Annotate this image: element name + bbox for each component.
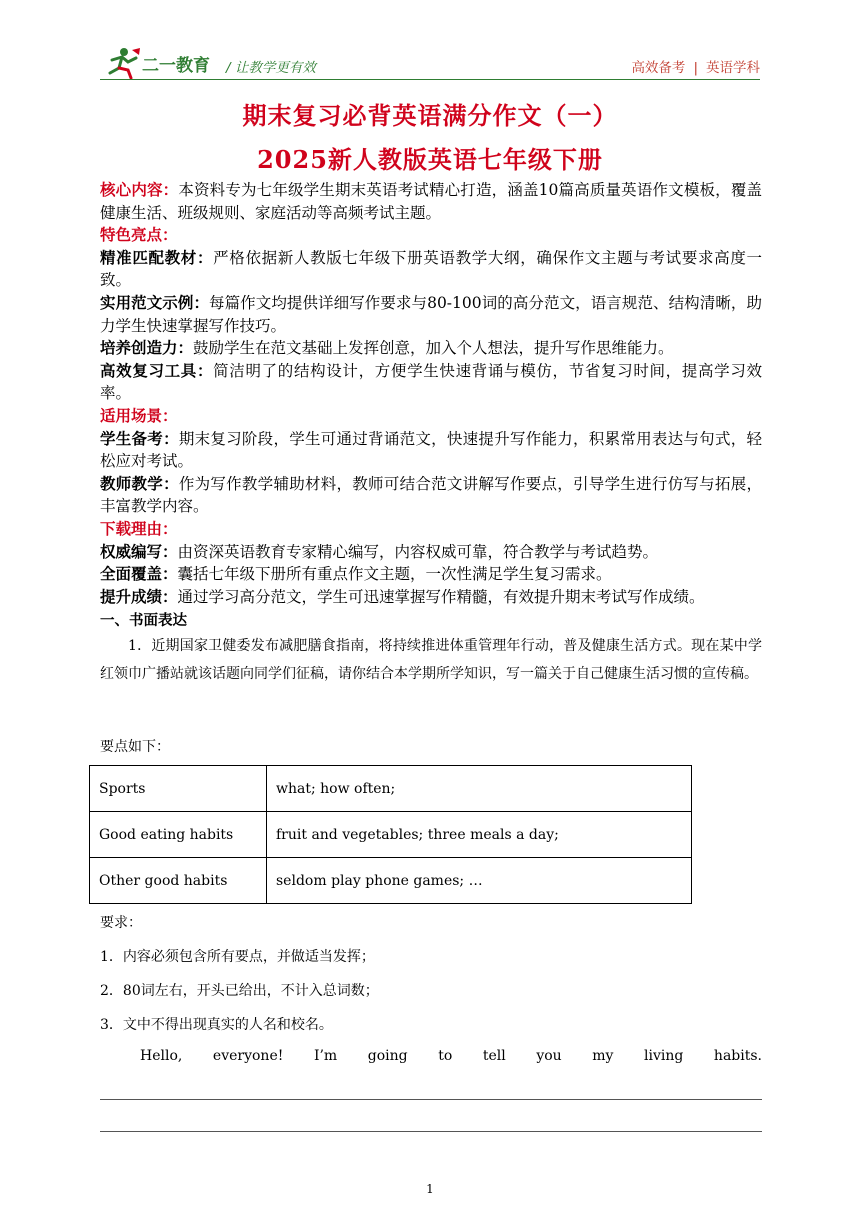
feature-text: 严格依据新人教版七年级下册英语教学大纲，确保作文主题与考试要求高度一致。 [100, 248, 762, 290]
table-cell-detail: fruit and vegetables; three meals a day; [267, 812, 692, 858]
scene-text: 期末复习阶段，学生可通过背诵范文，快速提升写作能力，积累常用表达与句式，轻松应对考试。 [100, 429, 762, 471]
runner-logo-icon [106, 46, 218, 80]
answer-line [100, 1131, 762, 1132]
header-tag-exam: 高效备考 [631, 60, 686, 76]
scene-item [100, 428, 762, 473]
requirements [100, 906, 762, 1042]
reason-label: 全面覆盖： [100, 564, 178, 584]
header-right [631, 56, 760, 76]
reason-label: 权威编写： [100, 541, 178, 561]
table-row [90, 812, 692, 858]
doc-subtitle: 2025新人教版英语七年级下册 [257, 145, 603, 174]
points-label: 要点如下： [100, 739, 170, 755]
table-cell-topic: Other good habits [90, 858, 267, 904]
scene-item [100, 473, 762, 518]
feature-item [100, 292, 762, 337]
table-cell-topic: Good eating habits [90, 812, 267, 858]
feature-text: 简洁明了的结构设计，方便学生快速背诵与模仿，节省复习时间，提高学习效率。 [100, 361, 762, 403]
logo-text: 二一教育 [142, 56, 210, 76]
points-table [89, 765, 692, 904]
answer-line [100, 1099, 762, 1100]
table-cell-topic: Sports [90, 766, 267, 812]
scene-text: 作为写作教学辅助材料，教师可结合范文讲解写作要点，引导学生进行仿写与拓展，丰富教学内容。 [100, 474, 762, 516]
reasons-heading: 下载理由： [100, 518, 178, 538]
scene-label: 教师教学： [100, 473, 179, 493]
core-label: 核心内容： [100, 180, 179, 199]
reason-item [100, 563, 762, 586]
header-tag-subject: 英语学科 [706, 60, 760, 76]
intro-block [100, 179, 762, 608]
feature-text: 鼓励学生在范文基础上发挥创意，加入个人想法，提升写作思维能力。 [193, 339, 674, 358]
core-text: 本资料专为七年级学生期末英语考试精心打造，涵盖10篇高质量英语作文模板，覆盖健康生活、班级规则、家庭活动等高频考试主题。 [100, 181, 762, 222]
feature-label: 精准匹配教材： [100, 247, 214, 267]
feature-item [100, 360, 762, 405]
reason-item [100, 541, 762, 564]
feature-label: 高效复习工具： [100, 360, 214, 380]
feature-text: 每篇作文均提供详细写作要求与80-100词的高分范文，语言规范、结构清晰，助力学生快速掌握写作技巧。 [100, 293, 762, 335]
scenes-heading: 适用场景： [100, 405, 178, 425]
table-cell-detail: what; how often; [267, 766, 692, 812]
reason-text: 由资深英语教育专家精心编写，内容权威可靠，符合教学与考试趋势。 [177, 542, 659, 561]
slogan: / 让教学更有效 [226, 60, 316, 76]
reason-label: 提升成绩： [100, 586, 178, 606]
requirement-item: 3．文中不得出现真实的人名和校名。 [100, 1017, 333, 1033]
section-title: 一、书面表达 [100, 612, 187, 629]
page-number: 1 [426, 1182, 434, 1196]
doc-title: 期末复习必背英语满分作文（一） [242, 101, 618, 130]
feature-label: 培养创造力： [100, 338, 194, 358]
requirements-label: 要求： [100, 915, 142, 931]
task-prompt: 1．近期国家卫健委发布减肥膳食指南，将持续推进体重管理年行动，普及健康生活方式。现在某中学红领巾广播站就该话题向同学们征稿，请你结合本学期所学知识，写一篇关于自己健康生活习惯的宣传稿。 [100, 638, 762, 682]
page-header [100, 46, 760, 86]
header-separator: | [693, 60, 698, 76]
core-content [100, 179, 762, 224]
table-cell-detail: seldom play phone games; … [267, 858, 692, 904]
table-row [90, 766, 692, 812]
feature-label: 实用范文示例： [100, 292, 210, 312]
reason-text: 囊括七年级下册所有重点作文主题，一次性满足学生复习需求。 [177, 565, 612, 584]
reason-item [100, 586, 762, 609]
logo [106, 46, 218, 80]
feature-item [100, 247, 762, 292]
feature-item [100, 337, 762, 360]
essay-starter: Hello, everyone! I’m going to tell you my living habits. [140, 1048, 762, 1064]
scene-label: 学生备考： [100, 428, 179, 448]
features-heading: 特色亮点： [100, 225, 178, 245]
requirement-item: 2．80词左右，开头已给出，不计入总词数； [100, 983, 379, 999]
reason-text: 通过学习高分范文，学生可迅速掌握写作精髓，有效提升期末考试写作成绩。 [177, 587, 705, 606]
requirement-item: 1．内容必须包含所有要点，并做适当发挥； [100, 949, 375, 965]
table-row [90, 858, 692, 904]
header-divider [100, 79, 760, 80]
